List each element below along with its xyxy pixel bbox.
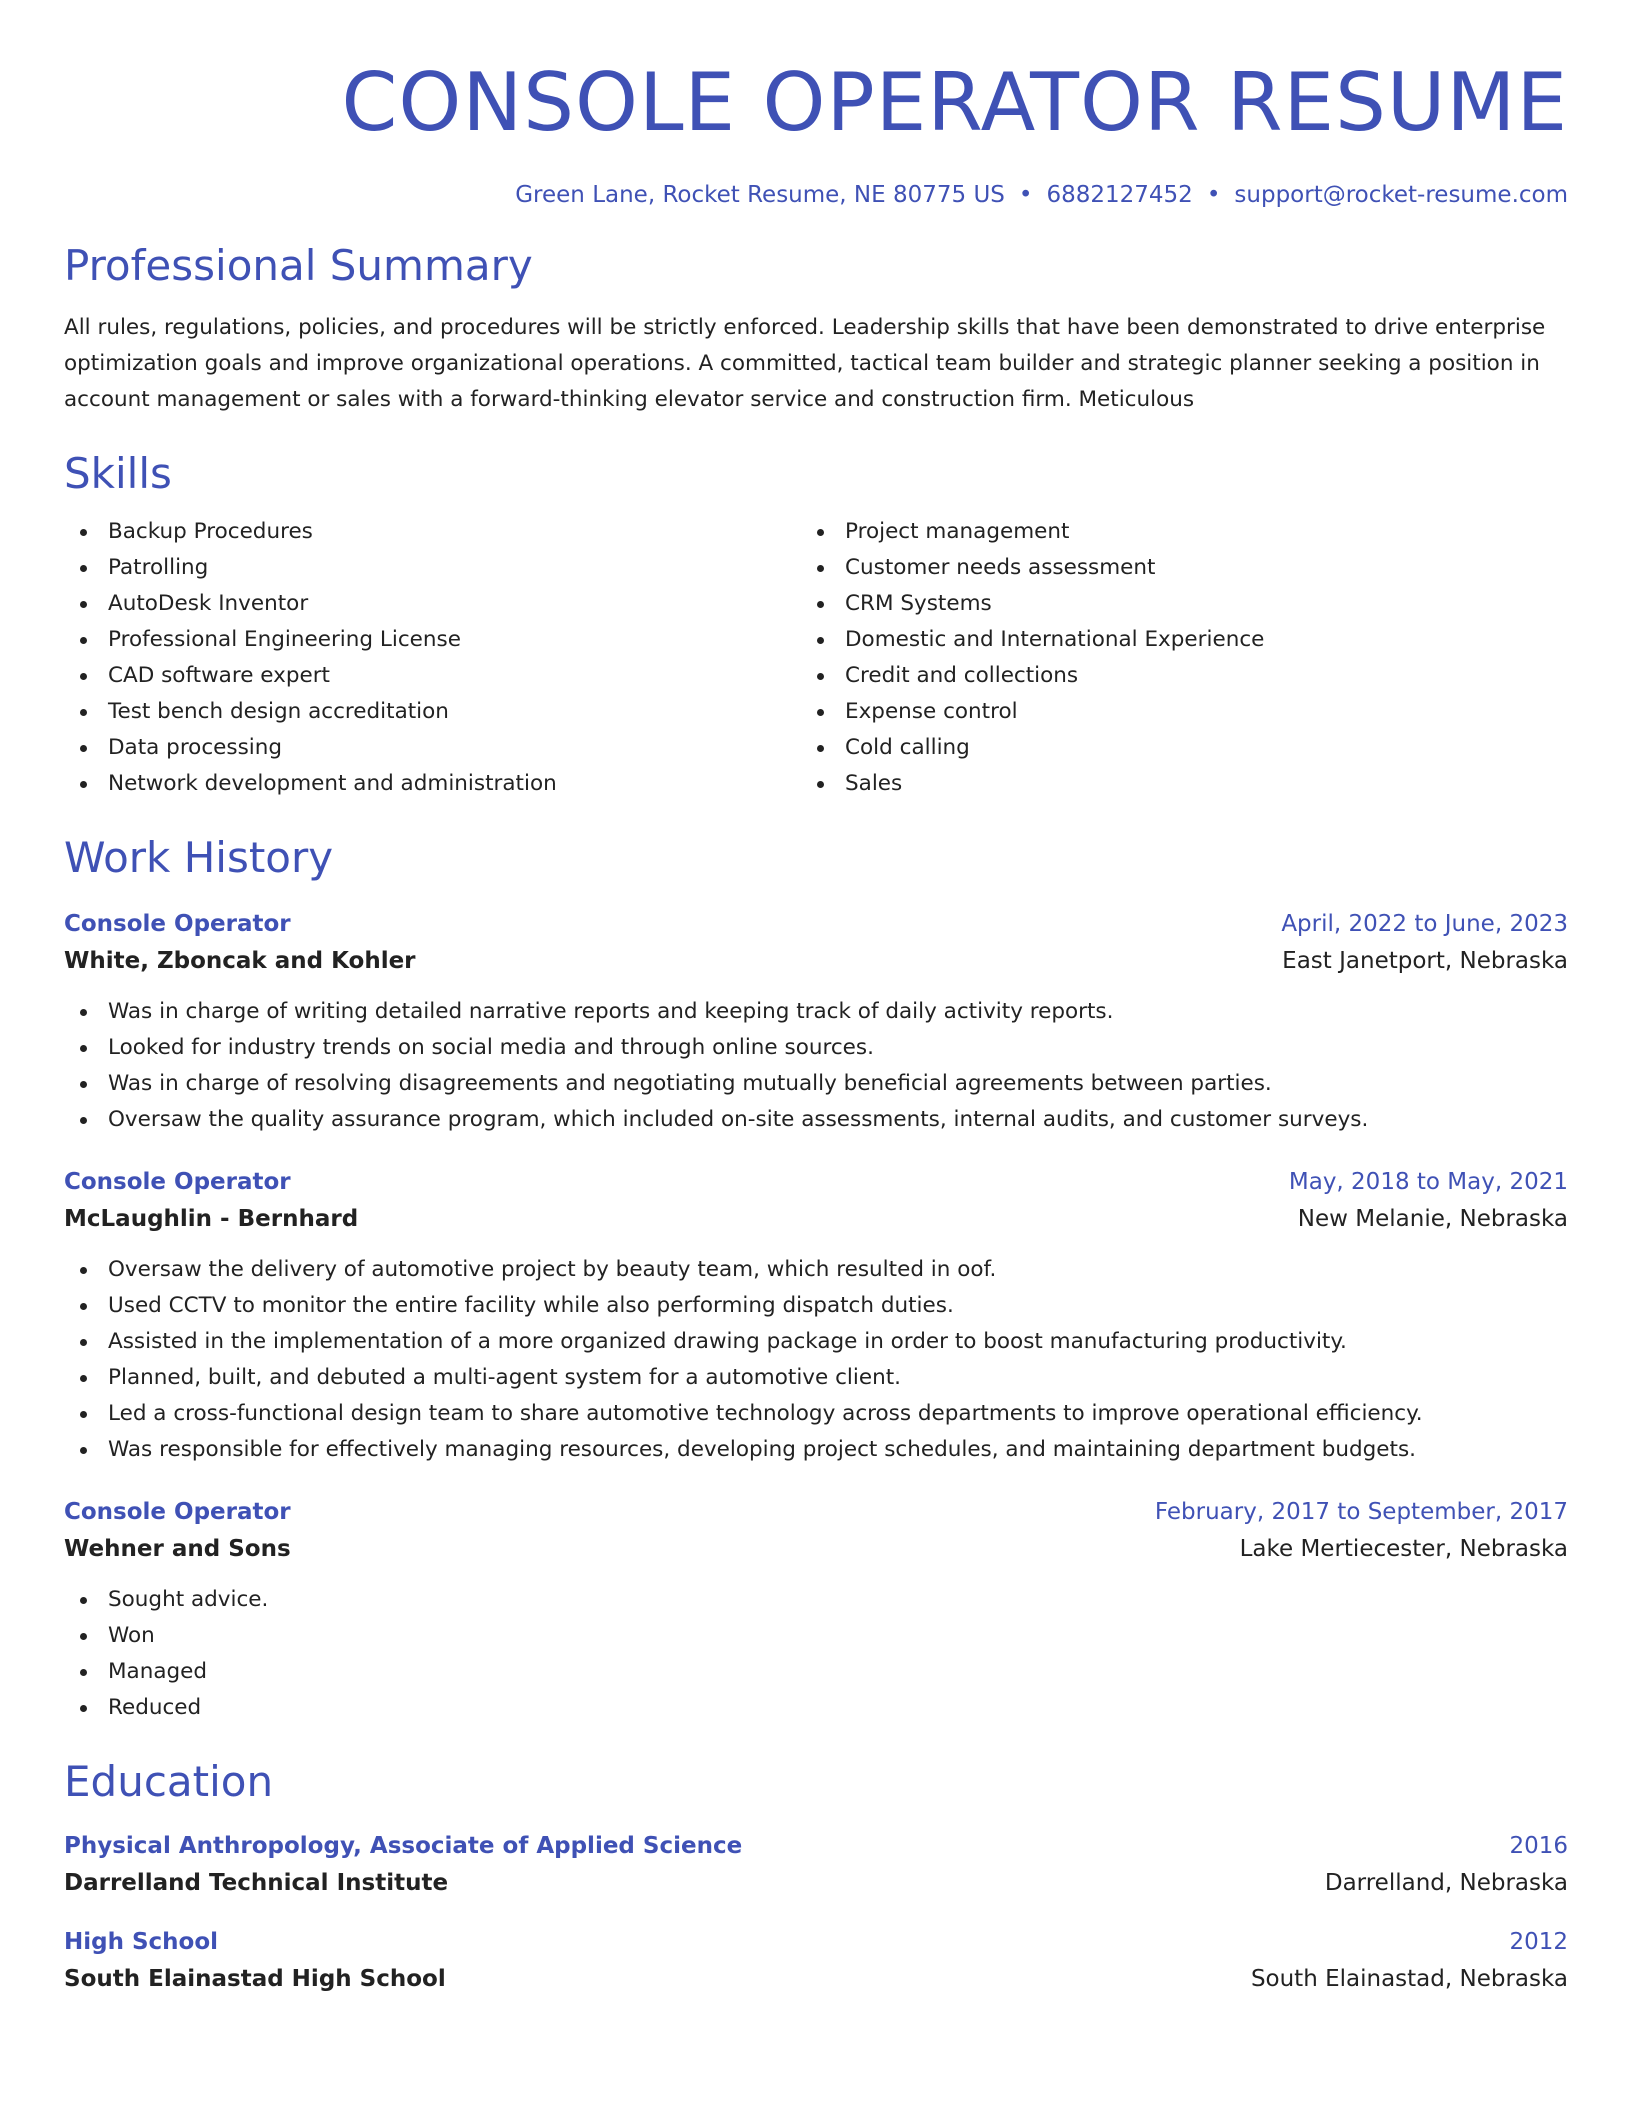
skill-item: AutoDesk Inventor (64, 586, 801, 622)
skills-section (64, 448, 1568, 802)
skill-item: Backup Procedures (64, 514, 801, 550)
job-bullet: Won (64, 1618, 1568, 1654)
skill-item: Network development and administration (64, 766, 801, 802)
contact-line (64, 178, 1568, 212)
job-company: White, Zboncak and Kohler (64, 948, 416, 974)
job-bullet: Oversaw the quality assurance program, which included on-site assessments, internal audits, and customer surveys. (64, 1102, 1568, 1138)
job-bullets (64, 1582, 1568, 1726)
skill-item: Expense control (801, 694, 1538, 730)
job-location: New Melanie, Nebraska (1297, 1206, 1568, 1232)
job-header-row (64, 1164, 1568, 1200)
skill-item: Credit and collections (801, 658, 1538, 694)
education-degree: Physical Anthropology, Associate of Applied Science (64, 1833, 743, 1859)
job-company-row (64, 942, 1568, 980)
section-heading-summary: Professional Summary (64, 241, 533, 290)
skill-item: Cold calling (801, 730, 1538, 766)
job-bullet: Assisted in the implementation of a more organized drawing package in order to boost manufacturing productivity. (64, 1324, 1568, 1360)
job-company-row (64, 1200, 1568, 1238)
job-bullet: Looked for industry trends on social media and through online sources. (64, 1030, 1568, 1066)
education-school: Darrelland Technical Institute (64, 1870, 449, 1896)
skills-column-left (64, 514, 801, 802)
contact-phone: 6882127452 (1046, 182, 1193, 208)
job-company-row (64, 1530, 1568, 1568)
education-year: 2012 (1509, 1929, 1568, 1955)
job-dates: May, 2018 to May, 2021 (1288, 1169, 1568, 1195)
education-section (64, 1756, 1568, 1998)
job-bullet: Used CCTV to monitor the entire facility while also performing dispatch duties. (64, 1288, 1568, 1324)
skills-list (801, 514, 1538, 802)
summary-section (64, 240, 1568, 418)
education-entry (64, 1828, 1568, 1902)
skill-item: CAD software expert (64, 658, 801, 694)
job-bullet: Oversaw the delivery of automotive project by beauty team, which resulted in oof. (64, 1252, 1568, 1288)
skill-item: Data processing (64, 730, 801, 766)
skill-item: Customer needs assessment (801, 550, 1538, 586)
education-header-row (64, 1828, 1568, 1864)
job-bullet: Managed (64, 1654, 1568, 1690)
skill-item: CRM Systems (801, 586, 1538, 622)
job-dates: April, 2022 to June, 2023 (1281, 911, 1568, 937)
job-bullet: Was in charge of resolving disagreements and negotiating mutually beneficial agreements between parties. (64, 1066, 1568, 1102)
job-bullet: Sought advice. (64, 1582, 1568, 1618)
education-year: 2016 (1509, 1833, 1568, 1859)
contact-email[interactable]: support@rocket-resume.com (1234, 182, 1568, 208)
job-list (64, 906, 1568, 1726)
job-header-row (64, 1494, 1568, 1530)
summary-text: All rules, regulations, policies, and procedures will be strictly enforced. Leadership skills that have been demonstrated to drive enterprise optimization goals and improve organizational operations. A committed, tactical team builder and strategic planner seeking a position in account management or sales with a forward-thinking elevator service and construction firm. Meticulous (64, 315, 1546, 412)
resume-title: CONSOLE OPERATOR RESUME (341, 56, 1568, 149)
job-bullet: Reduced (64, 1690, 1568, 1726)
education-degree: High School (64, 1929, 219, 1955)
job-dates: February, 2017 to September, 2017 (1154, 1499, 1568, 1525)
job-company: Wehner and Sons (64, 1536, 291, 1562)
contact-address: Green Lane, Rocket Resume, NE 80775 US (515, 182, 1005, 208)
job-location: Lake Mertiecester, Nebraska (1239, 1536, 1568, 1562)
job-bullet: Was responsible for effectively managing resources, developing project schedules, and maintaining department budgets. (64, 1432, 1568, 1468)
job-header-row (64, 906, 1568, 942)
contact-separator: • (1018, 182, 1033, 208)
job-company: McLaughlin - Bernhard (64, 1206, 359, 1232)
skills-list (64, 514, 801, 802)
skill-item: Project management (801, 514, 1538, 550)
skill-item: Patrolling (64, 550, 801, 586)
education-location: Darrelland, Nebraska (1324, 1870, 1568, 1896)
job-bullet: Was in charge of writing detailed narrative reports and keeping track of daily activity reports. (64, 994, 1568, 1030)
skills-column-right (801, 514, 1538, 802)
job-location: East Janetport, Nebraska (1282, 948, 1568, 974)
section-heading-work-history: Work History (64, 833, 334, 882)
skill-item: Professional Engineering License (64, 622, 801, 658)
skill-item: Sales (801, 766, 1538, 802)
job-bullets (64, 994, 1568, 1138)
skill-item: Test bench design accreditation (64, 694, 801, 730)
skills-grid (64, 514, 1568, 802)
job-title: Console Operator (64, 1169, 291, 1195)
job-bullet: Led a cross-functional design team to share automotive technology across departments to improve operational efficiency. (64, 1396, 1568, 1432)
education-header-row (64, 1924, 1568, 1960)
skill-item: Domestic and International Experience (801, 622, 1538, 658)
job-entry (64, 906, 1568, 1138)
job-title: Console Operator (64, 1499, 291, 1525)
job-bullets (64, 1252, 1568, 1468)
job-entry (64, 1164, 1568, 1468)
education-school-row (64, 1960, 1568, 1998)
job-bullet: Planned, built, and debuted a multi-agent system for a automotive client. (64, 1360, 1568, 1396)
section-heading-skills: Skills (64, 449, 172, 498)
education-school-row (64, 1864, 1568, 1902)
job-entry (64, 1494, 1568, 1726)
education-list (64, 1828, 1568, 1998)
education-location: South Elainastad, Nebraska (1250, 1966, 1568, 1992)
work-history-section (64, 832, 1568, 1726)
job-title: Console Operator (64, 911, 291, 937)
education-school: South Elainastad High School (64, 1966, 446, 1992)
section-heading-education: Education (64, 1757, 274, 1806)
education-entry (64, 1924, 1568, 1998)
contact-separator: • (1206, 182, 1221, 208)
